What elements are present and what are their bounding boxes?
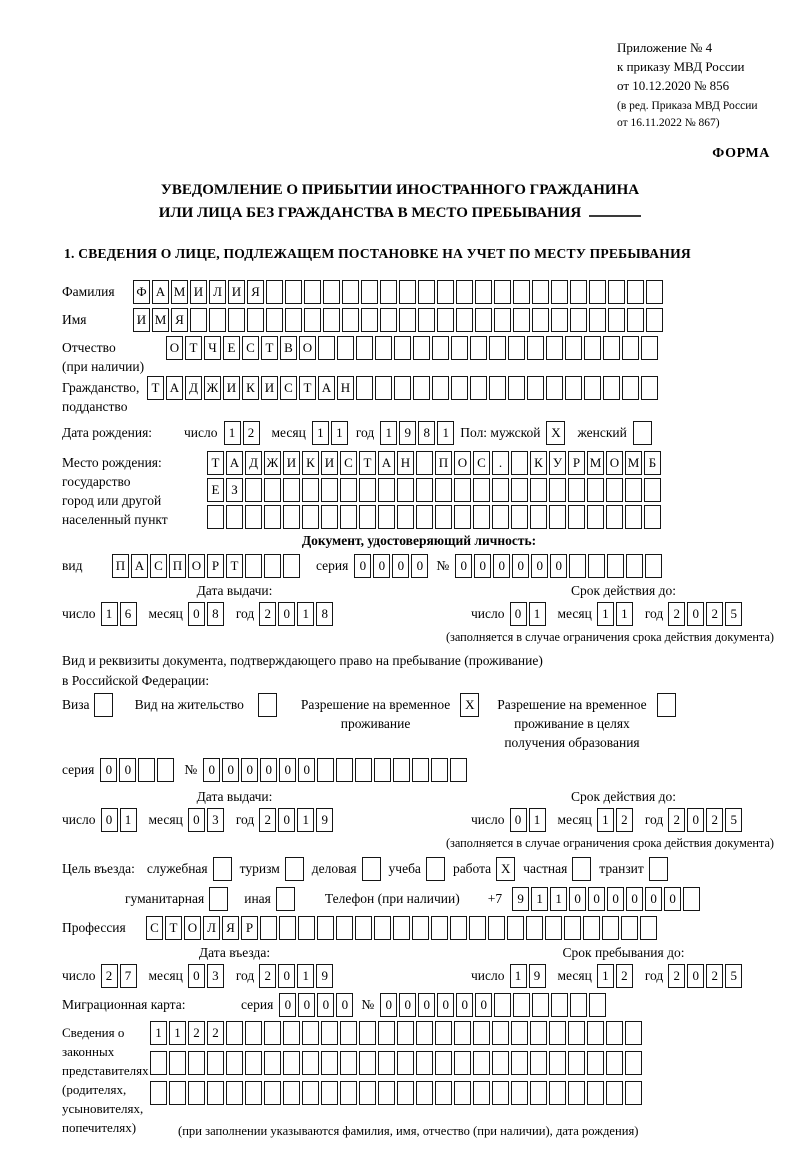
migration-series-label: серия [241, 997, 274, 1012]
birth-day-label: число [184, 425, 218, 440]
purpose-row1 [62, 857, 776, 881]
stay-until-heading: Срок пребывания до: [562, 945, 685, 960]
header-sub-line: (в ред. Приказа МВД России [617, 100, 758, 112]
birth-date-label: Дата рождения: [62, 425, 153, 440]
year-label: год [644, 968, 664, 983]
option-residence-permit: Вид на жительство [135, 693, 277, 717]
id-doc-valid-group [471, 581, 776, 626]
day-label: число [62, 606, 96, 621]
purpose-tourism-checkbox [285, 857, 304, 881]
month-label: месяц [557, 606, 592, 621]
entry-day-cells: 2 7 [101, 964, 139, 988]
phone-label: Телефон (при наличии) [324, 891, 460, 906]
patronymic-row [62, 336, 776, 376]
birth-month-cells: 1 1 [312, 421, 350, 445]
option-visa: Виза [62, 693, 113, 717]
purpose-option-business-trip: служебная [147, 857, 232, 881]
appendix-header [617, 38, 758, 132]
purpose-option-humanitarian: гуманитарная [125, 887, 228, 911]
stay-doc-valid-year-cells: 2 0 2 5 [668, 808, 744, 832]
representatives-block [62, 1021, 776, 1141]
migration-card-row [62, 993, 776, 1017]
id-doc-issue-day-cells: 1 6 [101, 602, 139, 626]
patronymic-cells: О Т Ч Е С Т В О [166, 336, 660, 360]
year-label: год [644, 812, 664, 827]
representatives-note: (при заполнении указываются фамилия, имя, отчество (при наличии), дата рождения) [178, 1124, 639, 1138]
stay-doc-issue-month-cells: 0 3 [188, 808, 226, 832]
id-doc-valid-heading: Срок действия до: [571, 583, 676, 598]
stay-doc-dates [62, 787, 776, 832]
id-doc-issue-group [62, 581, 407, 626]
birth-place-label: Место рождения: государство город или другой населенный пункт [62, 455, 168, 527]
entry-year-cells: 2 0 1 9 [259, 964, 335, 988]
birth-place-block [62, 451, 776, 529]
representatives-label: Сведения о законных представителях (родителях, усыновителях, попечителях) [62, 1025, 149, 1135]
birth-place-cells-row3 [207, 505, 663, 529]
phone-prefix: +7 [487, 891, 503, 906]
id-doc-kind-cells: П А С П О Р Т [112, 554, 302, 578]
entry-dates [62, 943, 776, 988]
month-label: месяц [148, 968, 183, 983]
purpose-transit-checkbox [649, 857, 668, 881]
representatives-cell-rows [150, 1021, 644, 1141]
entry-date-heading: Дата въезда: [198, 945, 271, 960]
purpose-humanitarian-checkbox [209, 887, 228, 911]
purpose-option-private: частная [523, 857, 591, 881]
header-line: от 10.12.2020 № 856 [617, 78, 730, 93]
form-title-line1: УВЕДОМЛЕНИЕ О ПРИБЫТИИ ИНОСТРАННОГО ГРАЖДАНИНА [160, 182, 640, 198]
stay-doc-line1: Вид и реквизиты документа, подтверждающего право на пребывание (проживание) [62, 653, 543, 668]
year-label: год [235, 606, 255, 621]
id-doc-number-label: № [436, 558, 450, 573]
day-label: число [471, 606, 505, 621]
id-doc-number-cells: 0 0 0 0 0 0 [455, 554, 664, 578]
id-doc-issue-month-cells: 0 8 [188, 602, 226, 626]
stay-doc-valid-month-cells: 1 2 [597, 808, 635, 832]
representatives-cells-row1: 1 1 2 2 [150, 1021, 644, 1045]
year-label: год [235, 968, 255, 983]
birth-year-label: год [355, 425, 375, 440]
purpose-option-tourism: туризм [240, 857, 304, 881]
purpose-business-checkbox [362, 857, 381, 881]
option-temp-residence: Разрешение на временное проживание X [301, 693, 479, 733]
header-revision [617, 98, 758, 132]
stay-doc-issue-group [62, 787, 407, 832]
form-title-line2: ИЛИ ЛИЦА БЕЗ ГРАЖДАНСТВА В МЕСТО ПРЕБЫВАНИЯ [0, 202, 800, 225]
form-body [62, 280, 776, 1145]
id-doc-note: (заполняется в случае ограничения срока действия документа) [445, 630, 774, 644]
purpose-work-checkbox: X [496, 857, 515, 881]
id-doc-valid-day-cells: 0 1 [510, 602, 548, 626]
id-doc-series-label: серия [316, 558, 349, 573]
purpose-other-checkbox [276, 887, 295, 911]
month-label: месяц [557, 968, 592, 983]
month-label: месяц [557, 812, 592, 827]
day-label: число [471, 968, 505, 983]
day-label: число [62, 968, 96, 983]
stay-doc-series-cells: 0 0 [100, 758, 176, 782]
migration-series-cells: 0 0 0 0 [279, 993, 355, 1017]
birth-place-cell-rows [207, 451, 663, 529]
sex-male-label: Пол: мужской [460, 425, 541, 440]
day-label: число [471, 812, 505, 827]
residence-permit-checkbox [258, 693, 277, 717]
stay-until-day-cells: 1 9 [510, 964, 548, 988]
month-label: месяц [148, 812, 183, 827]
visa-checkbox [94, 693, 113, 717]
purpose-row2 [62, 887, 776, 911]
purpose-business-trip-checkbox [213, 857, 232, 881]
year-label: год [644, 606, 664, 621]
profession-cells: С Т О Л Я Р [146, 916, 659, 940]
name-label: Имя [62, 312, 87, 327]
stay-doc-line2: в Российской Федерации: [62, 673, 210, 688]
profession-label: Профессия [62, 920, 126, 935]
citizenship-label: Гражданство, подданство [62, 380, 140, 414]
header-line: Приложение № 4 [617, 40, 713, 55]
stay-doc-options [62, 693, 776, 752]
birth-place-cells-row1: Т А Д Ж И К И С Т А Н П О С . К У Р М О М Б [207, 451, 663, 475]
day-label: число [62, 812, 96, 827]
stay-doc-issue-heading: Дата выдачи: [196, 789, 273, 804]
citizenship-cells: Т А Д Ж И К И С Т А Н [147, 376, 660, 400]
birth-place-cells-row2: Е З [207, 478, 663, 502]
id-doc-series-cells: 0 0 0 0 [354, 554, 430, 578]
surname-label: Фамилия [62, 284, 115, 299]
temp-residence-checkbox: X [460, 693, 479, 717]
section1-heading: 1. СВЕДЕНИЯ О ЛИЦЕ, ПОДЛЕЖАЩЕМ ПОСТАНОВКЕ НА УЧЕТ ПО МЕСТУ ПРЕБЫВАНИЯ [64, 246, 691, 261]
stay-until-month-cells: 1 2 [597, 964, 635, 988]
id-doc-kind-label: вид [62, 558, 83, 573]
representatives-cells-row3 [150, 1081, 644, 1105]
sex-female-checkbox [633, 421, 652, 445]
name-cells: И М Я [133, 308, 665, 332]
entry-month-cells: 0 3 [188, 964, 226, 988]
option-temp-residence-education: Разрешение на временное проживание в целях получения образования [497, 693, 675, 752]
id-doc-issue-heading: Дата выдачи: [196, 583, 273, 598]
surname-cells: Ф А М И Л И Я [133, 280, 665, 304]
stay-doc-note: (заполняется в случае ограничения срока действия документа) [445, 836, 774, 850]
temp-residence-education-checkbox [657, 693, 676, 717]
header-sub-line: от 16.11.2022 № 867) [617, 117, 720, 129]
purpose-private-checkbox [572, 857, 591, 881]
profession-row [62, 916, 776, 940]
id-doc-valid-year-cells: 2 0 2 5 [668, 602, 744, 626]
stay-doc-series-label: серия [62, 762, 95, 777]
birth-date-row [62, 421, 776, 445]
purpose-option-other: иная [244, 887, 295, 911]
stay-until-year-cells: 2 0 2 5 [668, 964, 744, 988]
birth-year-cells: 1 9 8 1 [380, 421, 456, 445]
stay-doc-issue-year-cells: 2 0 1 9 [259, 808, 335, 832]
patronymic-label: Отчество (при наличии) [62, 340, 145, 374]
stay-until-group [471, 943, 776, 988]
purpose-option-work: работа X [453, 857, 515, 881]
stay-doc-valid-group [471, 787, 776, 832]
surname-row [62, 280, 776, 304]
stay-doc-valid-heading: Срок действия до: [571, 789, 676, 804]
id-doc-valid-month-cells: 1 1 [597, 602, 635, 626]
purpose-option-transit: транзит [599, 857, 668, 881]
citizenship-row [62, 376, 776, 416]
month-label: месяц [148, 606, 183, 621]
name-row [62, 308, 776, 332]
stay-doc-issue-day-cells: 0 1 [101, 808, 139, 832]
year-label: год [235, 812, 255, 827]
id-doc-row [62, 554, 776, 578]
migration-number-label: № [361, 997, 375, 1012]
stay-doc-valid-day-cells: 0 1 [510, 808, 548, 832]
form-title [0, 179, 800, 225]
title-blank-underline [589, 202, 641, 217]
id-doc-heading: Документ, удостоверяющий личность: [301, 533, 537, 548]
stay-doc-series-row [62, 758, 776, 782]
sex-male-checkbox: X [546, 421, 565, 445]
sex-female-label: женский [577, 425, 627, 440]
birth-day-cells: 1 2 [224, 421, 262, 445]
forma-label: ФОРМА [712, 146, 770, 161]
representatives-cells-row2 [150, 1051, 644, 1075]
purpose-option-business: деловая [312, 857, 381, 881]
stay-doc-text [62, 651, 776, 691]
stay-doc-number-label: № [184, 762, 198, 777]
phone-cells: 9 1 1 0 0 0 0 0 0 [512, 887, 702, 911]
id-doc-issue-year-cells: 2 0 1 8 [259, 602, 335, 626]
purpose-study-checkbox [426, 857, 445, 881]
entry-date-group [62, 943, 407, 988]
migration-number-cells: 0 0 0 0 0 0 [380, 993, 608, 1017]
purpose-option-study: учеба [389, 857, 445, 881]
id-doc-dates [62, 581, 776, 626]
header-line: к приказу МВД России [617, 59, 745, 74]
stay-doc-number-cells: 0 0 0 0 0 0 [203, 758, 469, 782]
birth-month-label: месяц [271, 425, 306, 440]
migration-card-label: Миграционная карта: [62, 997, 186, 1012]
purpose-label: Цель въезда: [62, 861, 135, 876]
